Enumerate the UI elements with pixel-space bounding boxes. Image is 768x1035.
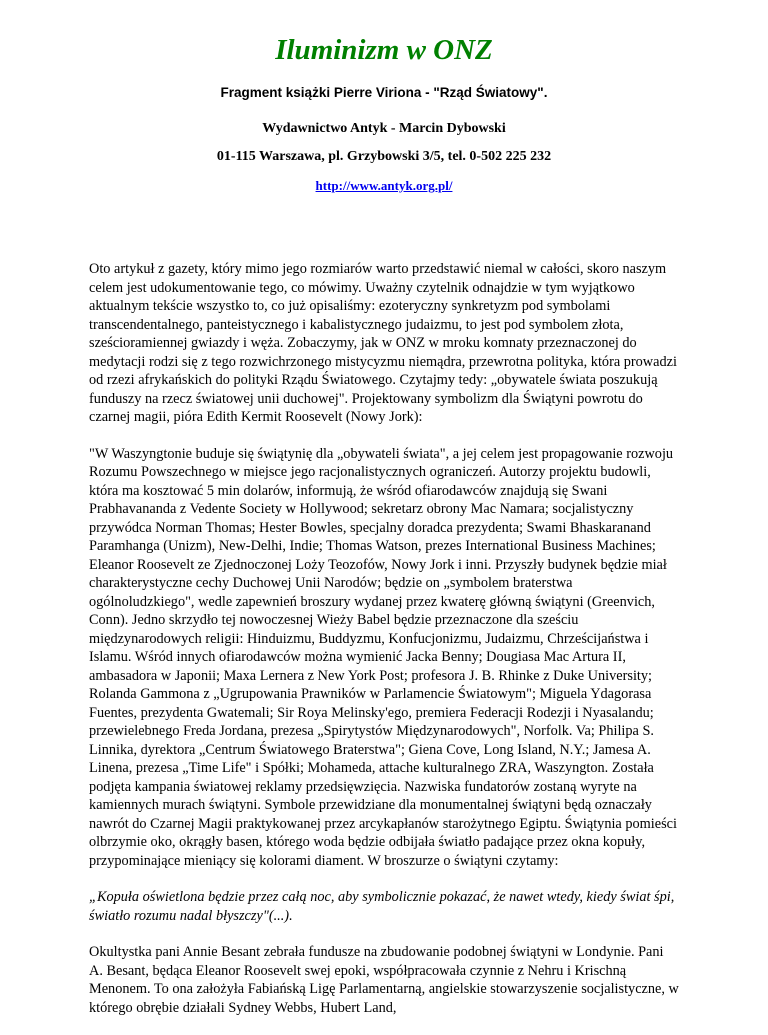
paragraph-quote-article: "W Waszyngtonie buduje się świątynię dla „obywateli świata", a jej celem jest propagowanie rozwoju Rozumu Powszechnego w miejsce jego racjonalistycznych ograniczeń. Autorzy projektu budowli, która ma kosztować 5 min dolarów, informują, że wśród ofiarodawców znajdują się Swani Prabhavananda z Vedente Society w Hollywood; sekretarz obrony Mac Namara; socjalistyczny przywódca Norman Thomas; Hester Bowles, specjalny doradca prezydenta; Swami Bhaskaranand Paramhanga (Unizm), New-Delhi, Indie; Thomas Watson, prezes International Business Machines; Eleanor Roosevelt ze Zjednoczonej Loży Teozofów, Nowy Jork i inni. Przyszły budynek będzie miał charakterystyczne cechy Duchowej Unii Narodów; będzie on „symbolem braterstwa ogólnoludzkiego", wedle zapewnień broszury wydanej przez kwaterę główną świątyni (Greenvich, Conn). Jedno skrzydło tej nowoczesnej Wieży Babel będzie przeznaczone dla sześciu międzynarodowych religii: Hinduizmu, Buddyzmu, Konfucjonizmu, Judaizmu, Chrześcijaństwa i Islamu. Wśród innych ofiarodawców można wymienić Jacka Benny; Dougiasa Mac Artura II, ambasadora w Japonii; Maxa Lernera z New York Post; profesora J. B. Rhinke z Duke University; Rolanda Gammona z „Ugrupowania Prawników w Parlamencie Światowym"; Miguela Ydagorasa Fuentes, prezydenta Gwatemali; Sir Roya Melinsky'ego, premiera Federacji Rodezji i Nyasalandu; przewielebnego Freda Jordana, prezesa „Spirytystów Międzynarodowych", Norfolk. Va; Philipa S. Linnika, dyrektora „Centrum Światowego Braterstwa"; Giena Cove, Long Island, N.Y.; Jamesa A. Linena, prezesa „Time Life" i Spółki; Mohameda, attache kulturalnego ZRA, Waszyngton. Została podjęta kampania światowej reklamy przedsięwzięcia. Nazwiska fundatorów zostaną wyryte na kamiennych murach świątyni. Symbole przewidziane dla monumentalnej świątyni będą oznaczały nawrót do Czarnej Magii praktykowanej przez arcykapłanów starożytnego Egiptu. Świątynia pomieści olbrzymie oko, okrągły basen, którego woda będzie odbijała światło padające przez okna kopuły, przypominające mieniący się kolorami diament. W broszurze o świątyni czytamy: xyxy=(89,445,677,869)
publisher-name: Wydawnictwo Antyk - Marcin Dybowski xyxy=(262,121,506,136)
paragraph-italic-quote: „Kopuła oświetlona będzie przez całą noc, aby symbolicznie pokazać, że nawet wtedy, kiedy świat śpi, światło rozumu nadal błyszczy"(...). xyxy=(89,889,675,924)
article-body xyxy=(89,260,679,1035)
document-title: Iluminizm w ONZ xyxy=(275,34,493,66)
paragraph-besant: Okultystka pani Annie Besant zebrała fundusze na zbudowanie podobnej świątyni w Londynie. Pani A. Besant, będąca Eleanor Roosevelt swej epoki, współpracowała czynnie z Nehru i Krischną Menonem. To ona założyła Fabiańską Ligę Parlamentarną, angielskie stowarzyszenie socjalistyczne, w którego obrębie działali Sydney Webbs, Hubert Land, xyxy=(89,944,679,1016)
paragraph-intro: Oto artykuł z gazety, który mimo jego rozmiarów warto przedstawić niemal w całości, skoro naszym celem jest udokumentowanie tego, co mówimy. Uważny czytelnik odnajdzie w tym wyjątkowo aktualnym tekście wszystko to, co już opisaliśmy: ezoteryczny synkretyzm pod symbolami transcendentalnego, panteistycznego i kabalistycznego judaizmu, to jest pod symbolem złota, sześcioramiennej gwiazdy i węża. Zobaczymy, jak w ONZ w mroku komnaty przeznaczonej do medytacji rodzi się z tego rozwichrzonego mistycyzmu niemądra, przewrotna polityka, która prowadzi od rzezi afrykańskich do polityki Rządu Światowego. Czytajmy tedy: „obywatele świata poszukują funduszy na rzecz światowej unii duchowej". Projektowany symbolizm dla Świątyni powrotu do czarnej magii, pióra Edith Kermit Roosevelt (Nowy Jork): xyxy=(89,261,677,425)
publisher-address: 01-115 Warszawa, pl. Grzybowski 3/5, tel. 0-502 225 232 xyxy=(216,149,552,164)
publisher-url xyxy=(89,177,679,195)
publisher-link[interactable]: http://www.antyk.org.pl/ xyxy=(315,178,453,193)
document-subtitle: Fragment książki Pierre Viriona - "Rząd Światowy". xyxy=(220,85,548,100)
